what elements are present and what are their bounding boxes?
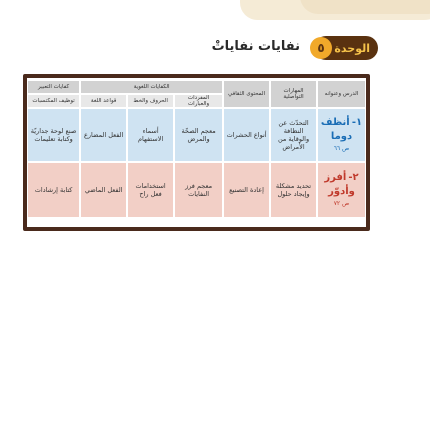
lesson-title: أنظف دوما bbox=[320, 117, 353, 142]
lesson-title: أفرز وأدوّر bbox=[324, 172, 355, 197]
communication-cell: التحدّث عن النظافة والوقاية من الأمراض bbox=[271, 109, 316, 161]
table-row bbox=[28, 109, 365, 161]
writing-cell: كتابة إرشادات bbox=[28, 163, 79, 217]
subheader-vocab: المفردات والعبارات bbox=[175, 95, 222, 107]
subheader-writing: توظيف المكتسبات bbox=[28, 95, 79, 107]
letters-cell: استخدامات فعل راح bbox=[128, 163, 173, 217]
vocab-cell: معجم فرز النفايات bbox=[175, 163, 222, 217]
subheader-grammar: قواعد اللغة bbox=[81, 95, 126, 107]
header-cultural: المحتوى الثقافي bbox=[224, 81, 269, 107]
header-lesson: الدرس وعنوانه bbox=[318, 81, 365, 107]
grammar-cell: الفعل الماضي bbox=[81, 163, 126, 217]
lesson-number: ١- bbox=[351, 117, 363, 129]
lesson-number: ٢- bbox=[348, 172, 359, 184]
letters-cell: أسماء الاستفهام bbox=[128, 109, 173, 161]
header-communication: المهارات التواصلية bbox=[271, 81, 316, 107]
header-expression: كفايات التعبير bbox=[28, 81, 79, 93]
grammar-cell: الفعل المضارع bbox=[81, 109, 126, 161]
unit-header bbox=[211, 36, 378, 62]
lesson-page: ص ٦٦ bbox=[333, 145, 350, 153]
decorative-brush-stroke-2 bbox=[300, 0, 430, 14]
table-row bbox=[28, 163, 365, 217]
unit-label: الوحدة bbox=[334, 41, 370, 55]
curriculum-table bbox=[26, 79, 367, 219]
lesson-cell bbox=[318, 109, 365, 161]
communication-cell: تحديد مشكلة وإيجاد حلول bbox=[271, 163, 316, 217]
writing-cell: صنع لوحة جداريّة وكتابة تعليمات bbox=[28, 109, 79, 161]
subheader-letters: الحروف والخط bbox=[128, 95, 173, 107]
unit-title: نفايات نفاياتْ bbox=[211, 39, 300, 54]
cultural-cell: إعادة التصنيع bbox=[224, 163, 269, 217]
lesson-cell bbox=[318, 163, 365, 217]
unit-number: ٥ bbox=[310, 37, 332, 59]
vocab-cell: معجم الصحّة والمرض bbox=[175, 109, 222, 161]
header-linguistic: الكفايات اللغوية bbox=[81, 81, 222, 93]
cultural-cell: أنواع الحشرات bbox=[224, 109, 269, 161]
table-header-row bbox=[28, 81, 365, 93]
lesson-page: ص ٧٢ bbox=[333, 200, 350, 208]
unit-badge bbox=[314, 36, 378, 60]
